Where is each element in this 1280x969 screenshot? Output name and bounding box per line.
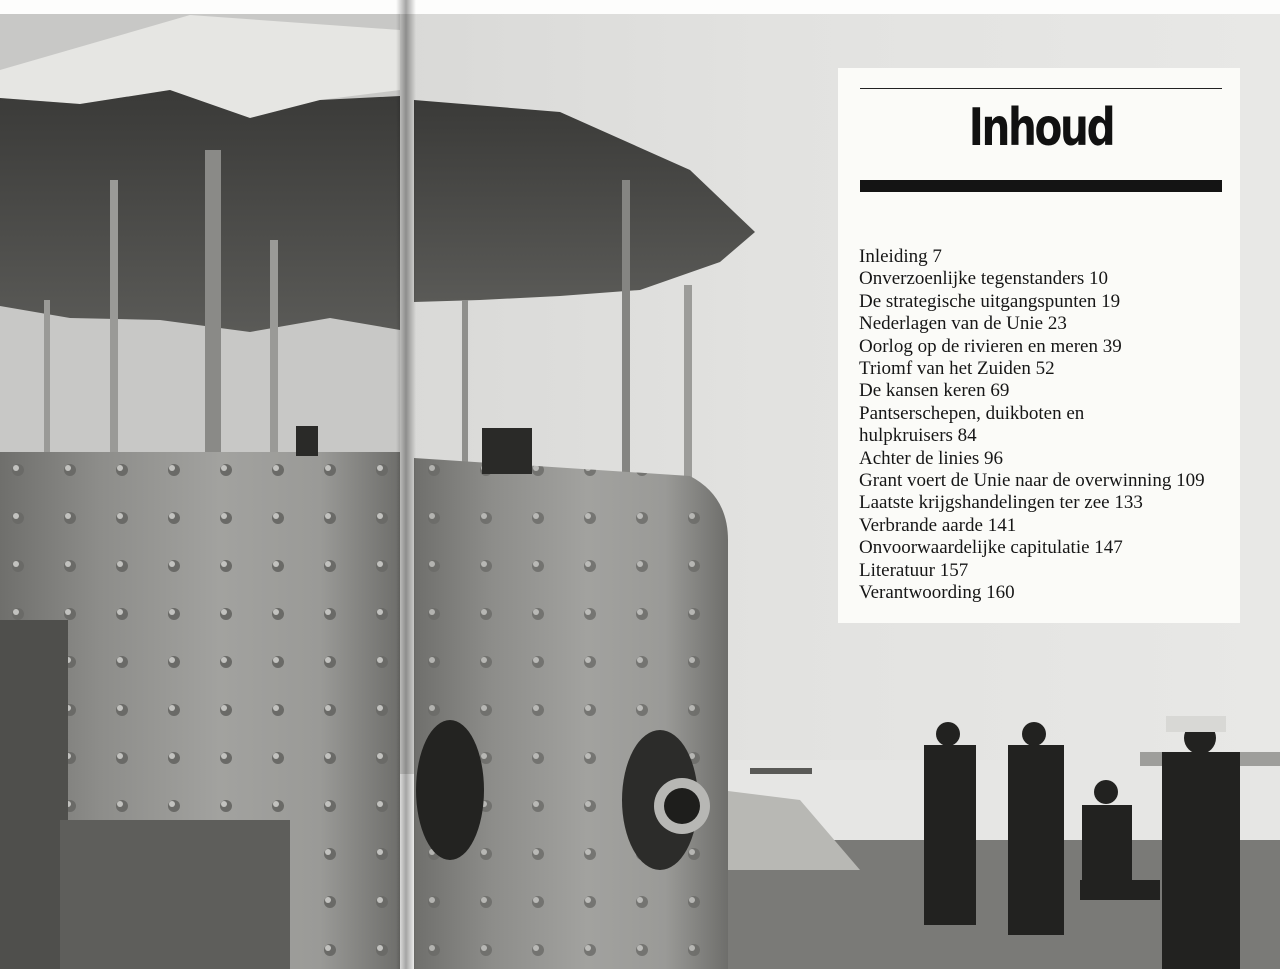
toc-entry: Grant voert de Unie naar de overwinning 109	[859, 470, 1205, 492]
toc-entry: Pantserschepen, duikboten en	[859, 402, 1085, 424]
toc-entries	[859, 246, 1205, 605]
toc-entry: Achter de linies 96	[859, 447, 1004, 469]
toc-entry: De kansen keren 69	[859, 380, 1010, 402]
toc-entry: Verbrande aarde 141	[859, 514, 1017, 536]
toc-entry: hulpkruisers 84	[859, 425, 977, 447]
book-gutter	[396, 0, 416, 969]
table-of-contents	[838, 68, 1240, 623]
toc-top-rule	[860, 88, 1222, 89]
toc-entry: Onvoorwaardelijke capitulatie 147	[859, 537, 1123, 559]
toc-entry: Literatuur 157	[859, 559, 969, 581]
toc-entry: Verantwoording 160	[859, 582, 1015, 604]
toc-entry: Onverzoenlijke tegenstanders 10	[859, 268, 1109, 290]
toc-entry: Nederlagen van de Unie 23	[859, 313, 1067, 335]
toc-entry: De strategische uitgangspunten 19	[859, 290, 1121, 312]
toc-entry: Inleiding 7	[859, 246, 942, 267]
toc-title: Inhoud	[968, 98, 1114, 158]
toc-entry: Triomf van het Zuiden 52	[859, 358, 1055, 380]
toc-heavy-rule	[860, 180, 1222, 192]
toc-entry: Laatste krijgshandelingen ter zee 133	[859, 492, 1143, 514]
toc-entry: Oorlog op de rivieren en meren 39	[859, 335, 1122, 357]
